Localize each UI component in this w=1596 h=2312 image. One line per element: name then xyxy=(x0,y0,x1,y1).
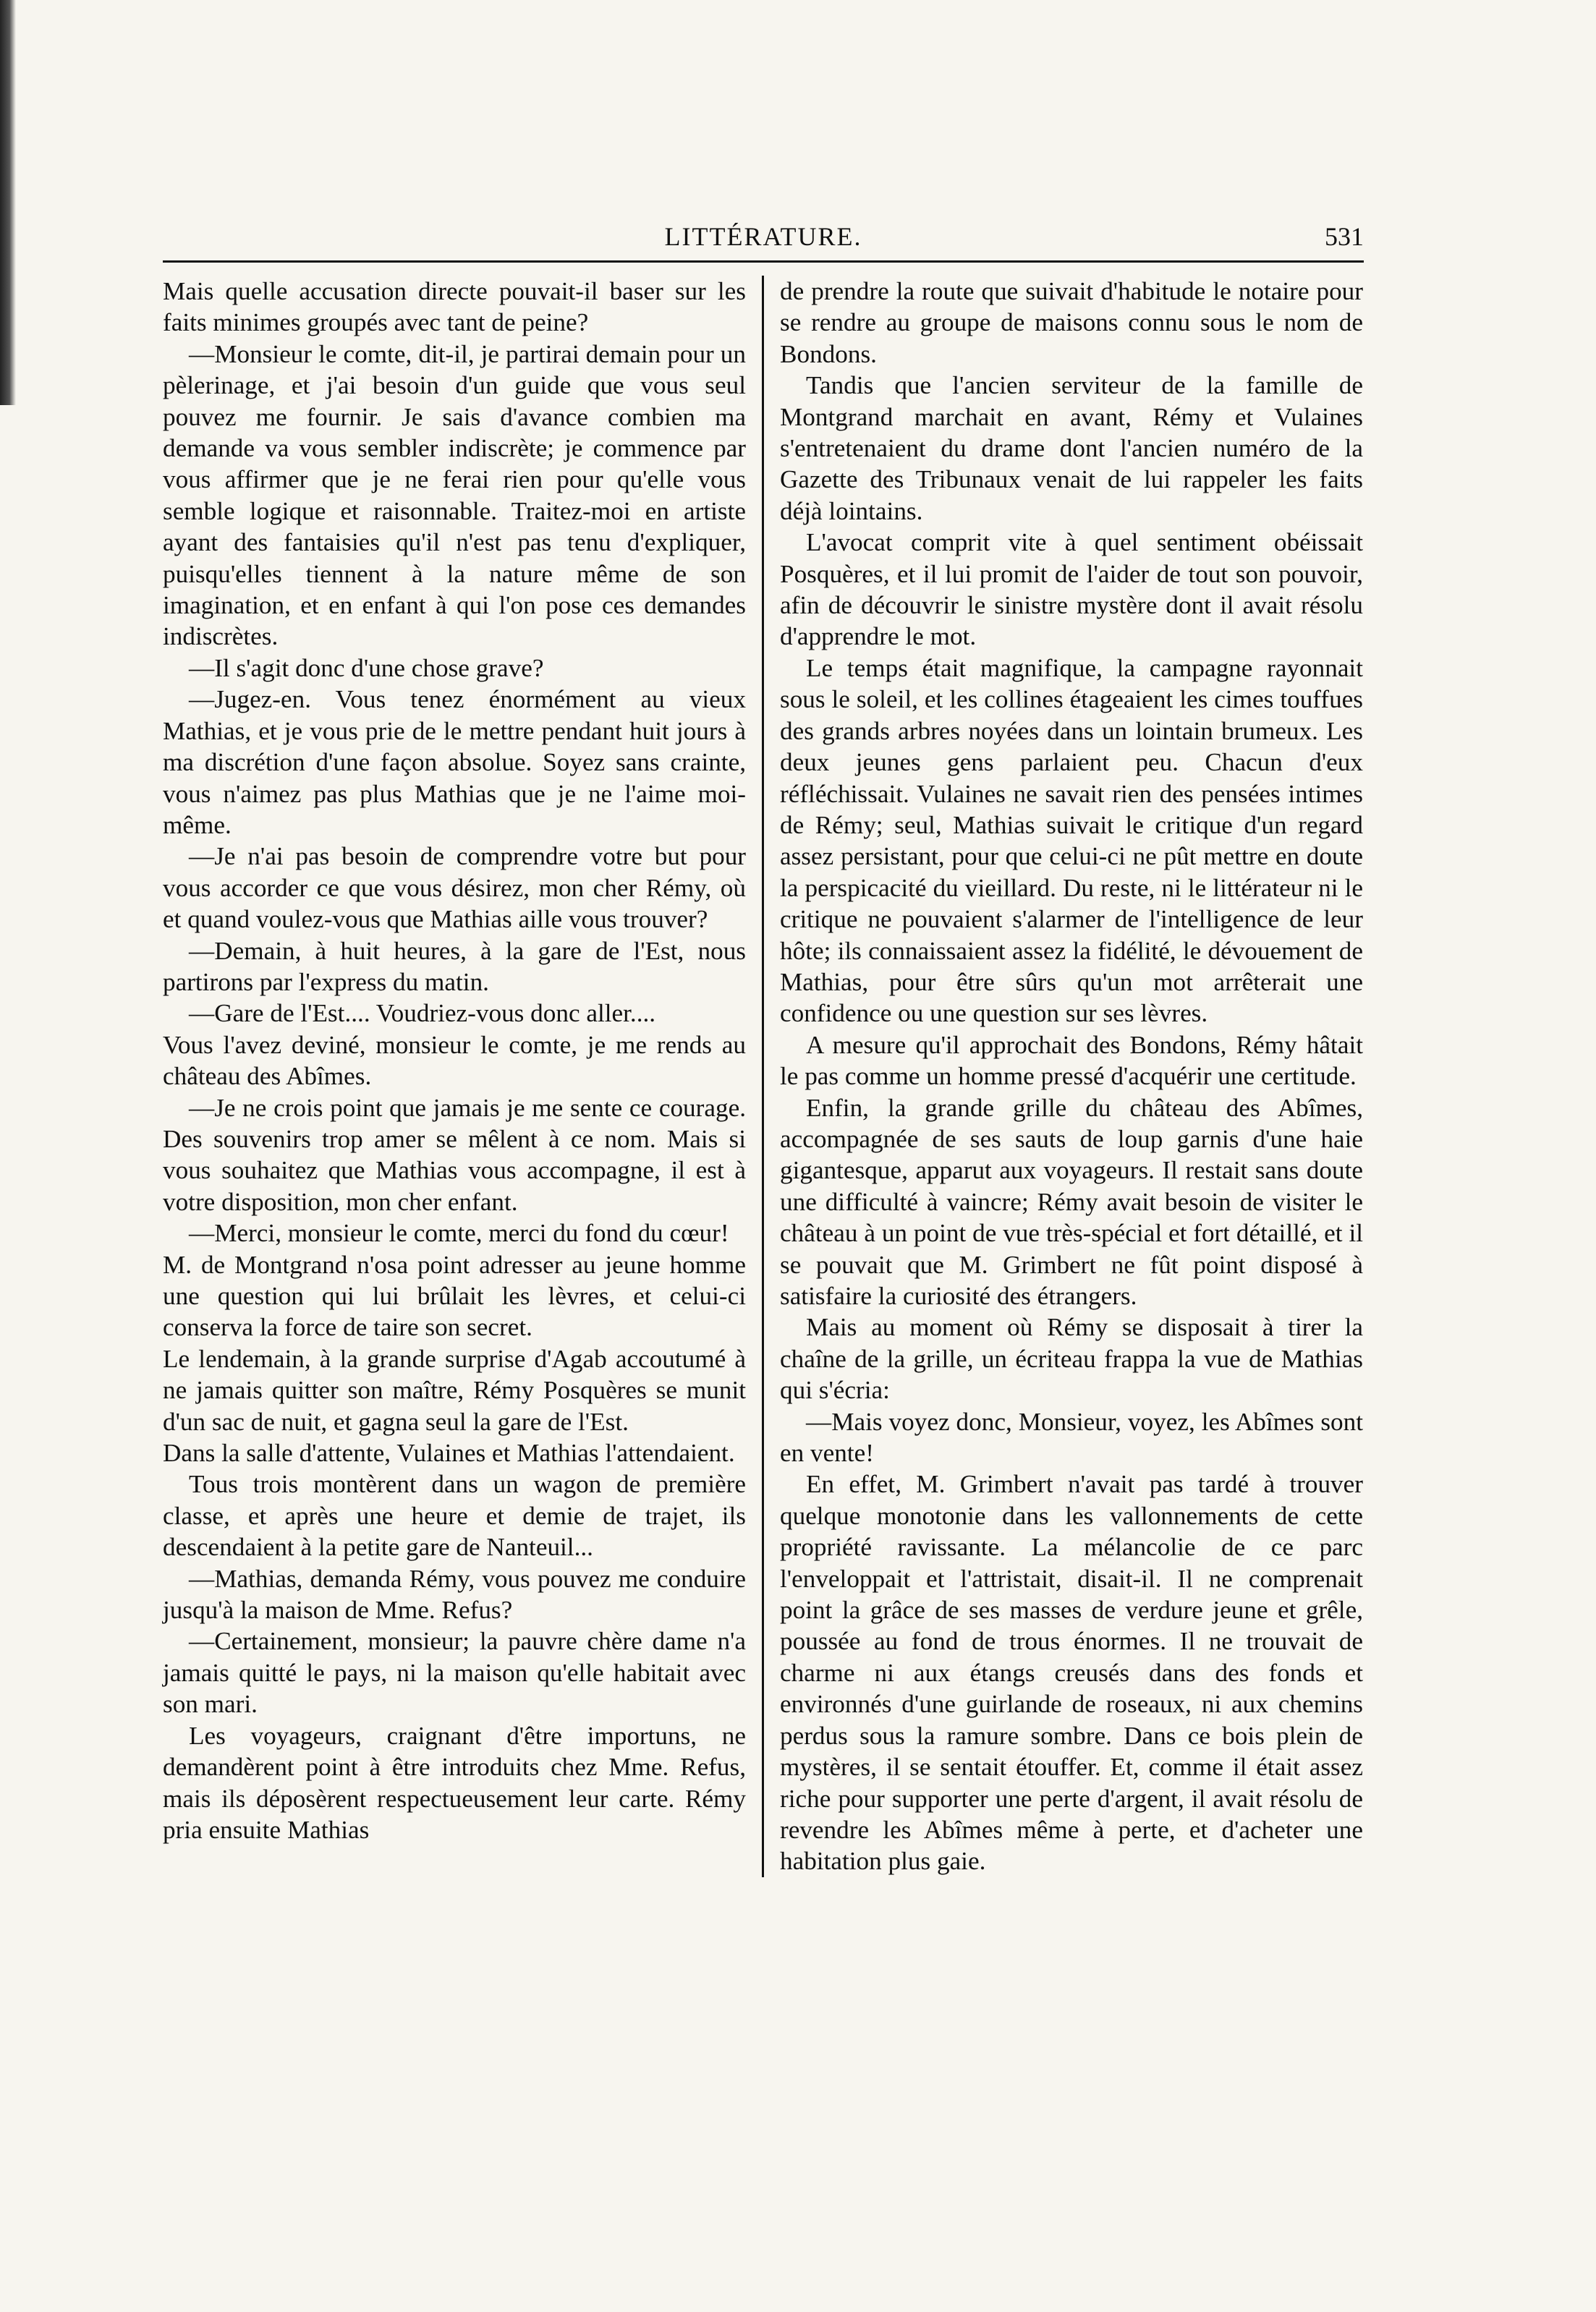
paragraph: L'avocat comprit vite à quel sentiment obéissait Posquères, et il lui promit de l'aider de tout son pouvoir, afin de découvrir le sinistre mystère dont il avait résolu d'apprendre le mot. xyxy=(780,528,1363,651)
paragraph: —Mathias, demanda Rémy, vous pouvez me conduire jusqu'à la maison de Mme. Refus? xyxy=(163,1564,746,1625)
paragraph: —Monsieur le comte, dit-il, je partirai demain pour un pèlerinage, et j'ai besoin d'un guide que vous seul pouvez me fournir. Je sais d'avance combien ma demande va vous sembler indiscrète; je commence par vous affirmer que je ne ferai rien pour qu'elle vous semble logique et raisonnable. Traitez-moi en artiste ayant des fantaisies qu'il n'est pas tenu d'expliquer, puisqu'elles tiennent à la nature même de son imagination, et en enfant à qui l'on pose ces demandes indiscrètes. xyxy=(163,339,746,651)
paragraph: M. de Montgrand n'osa point adresser au jeune homme une question qui lui brûlait les lèvres, et celui-ci conserva la force de taire son secret. xyxy=(163,1250,746,1342)
text-columns xyxy=(163,276,1364,1877)
paragraph: de prendre la route que suivait d'habitude le notaire pour se rendre au groupe de maisons connu sous le nom de Bondons. xyxy=(780,277,1363,368)
column-divider xyxy=(762,276,764,1877)
paragraph: A mesure qu'il approchait des Bondons, Rémy hâtait le pas comme un homme pressé d'acquérir une certitude. xyxy=(780,1030,1363,1091)
paragraph: —Mais voyez donc, Monsieur, voyez, les Abîmes sont en vente! xyxy=(780,1407,1363,1468)
paragraph: Tandis que l'ancien serviteur de la famille de Montgrand marchait en avant, Rémy et Vulaines s'entretenaient du drame dont l'ancien numéro de la Gazette des Tribunaux venait de lui rappeler les faits déjà lointains. xyxy=(780,371,1363,525)
paragraph: Mais au moment où Rémy se disposait à tirer la chaîne de la grille, un écriteau frappa la vue de Mathias qui s'écria: xyxy=(780,1313,1363,1405)
paragraph: Vous l'avez deviné, monsieur le comte, je me rends au château des Abîmes. xyxy=(163,1030,746,1091)
paragraph: Mais quelle accusation directe pouvait-il baser sur les faits minimes groupés avec tant de peine? xyxy=(163,277,746,337)
paragraph: —Il s'agit donc d'une chose grave? xyxy=(189,653,544,682)
paragraph: Enfin, la grande grille du château des Abîmes, accompagnée de ses sauts de loup garnis d'une haie gigantesque, apparut aux voyageurs. Il restait sans doute une difficulté à vaincre; Rémy avait besoin de visiter le château à un point de vue très-spécial et fort détaillé, et il se pouvait que M. Grimbert ne fût point disposé à satisfaire la curiosité des étrangers. xyxy=(780,1093,1363,1310)
paragraph: Dans la salle d'attente, Vulaines et Mathias l'attendaient. xyxy=(163,1439,735,1468)
paragraph: —Merci, monsieur le comte, merci du fond du cœur! xyxy=(189,1219,729,1248)
paragraph: —Gare de l'Est.... Voudriez-vous donc aller.... xyxy=(189,999,656,1028)
paragraph: En effet, M. Grimbert n'avait pas tardé à trouver quelque monotonie dans les vallonnements de cette propriété ravissante. La mélancolie de ce parc l'enveloppait et l'attristait, disait-il. Il ne comprenait point la grâce de ses masses de verdure jeune et grêle, poussée au fond de trous énormes. Il ne trouvait de charme ni aux étangs creusés dans des fonds et environnés d'une guirlande de roseaux, ni aux chemins perdus sous la ramure sombre. Dans ce bois plein de mystères, il se sentait étouffer. Et, comme il était assez riche pour supporter une perte d'argent, il avait résolu de revendre les Abîmes même à perte, et d'acheter une habitation plus gaie. xyxy=(780,1470,1363,1876)
paragraph: —Certainement, monsieur; la pauvre chère dame n'a jamais quitté le pays, ni la maison qu'elle habitait avec son mari. xyxy=(163,1627,746,1719)
paragraph: —Demain, à huit heures, à la gare de l'Est, nous partirons par l'express du matin. xyxy=(163,936,746,996)
page-binding-edge xyxy=(0,0,16,405)
paragraph: —Je ne crois point que jamais je me sente ce courage. Des souvenirs trop amer se mêlent à ce nom. Mais si vous souhaitez que Mathias vous accompagne, il est à votre disposition, mon cher enfant. xyxy=(163,1093,746,1216)
left-column xyxy=(163,276,746,1877)
paragraph: —Jugez-en. Vous tenez énormément au vieux Mathias, et je vous prie de le mettre pendant huit jours à ma discrétion d'une façon absolue. Soyez sans crainte, vous n'aimez pas plus Mathias que je ne l'aime moi-même. xyxy=(163,685,746,839)
book-page xyxy=(163,217,1364,1877)
page-number: 531 xyxy=(1325,222,1364,251)
running-header xyxy=(163,217,1364,263)
right-column xyxy=(780,276,1363,1877)
running-title: LITTÉRATURE. xyxy=(664,222,862,251)
paragraph: —Je n'ai pas besoin de comprendre votre but pour vous accorder ce que vous désirez, mon cher Rémy, où et quand voulez-vous que Mathias aille vous trouver? xyxy=(163,842,746,934)
paragraph: Les voyageurs, craignant d'être importuns, ne demandèrent point à être introduits chez Mme. Refus, mais ils déposèrent respectueusement leur carte. Rémy pria ensuite Mathias xyxy=(163,1721,746,1844)
paragraph: Tous trois montèrent dans un wagon de première classe, et après une heure et demie de trajet, ils descendaient à la petite gare de Nanteuil... xyxy=(163,1470,746,1562)
paragraph: Le temps était magnifique, la campagne rayonnait sous le soleil, et les collines étageaient les cimes touffues des grands arbres noyées dans un lointain brumeux. Les deux jeunes gens parlaient peu. Chacun d'eux réfléchissait. Vulaines ne savait rien des pensées intimes de Rémy; seul, Mathias suivait le critique d'un regard assez persistant, pour que celui-ci ne pût mettre en doute la perspicacité du vieillard. Du reste, ni le littérateur ni le critique ne pouvaient s'alarmer de l'intelligence de leur hôte; ils connaissaient assez la fidélité, le dévouement de Mathias, pour être sûrs qu'un mot arrêterait une confidence ou une question sur ses lèvres. xyxy=(780,653,1363,1028)
paragraph: Le lendemain, à la grande surprise d'Agab accoutumé à ne jamais quitter son maître, Rémy Posquères se munit d'un sac de nuit, et gagna seul la gare de l'Est. xyxy=(163,1344,746,1436)
